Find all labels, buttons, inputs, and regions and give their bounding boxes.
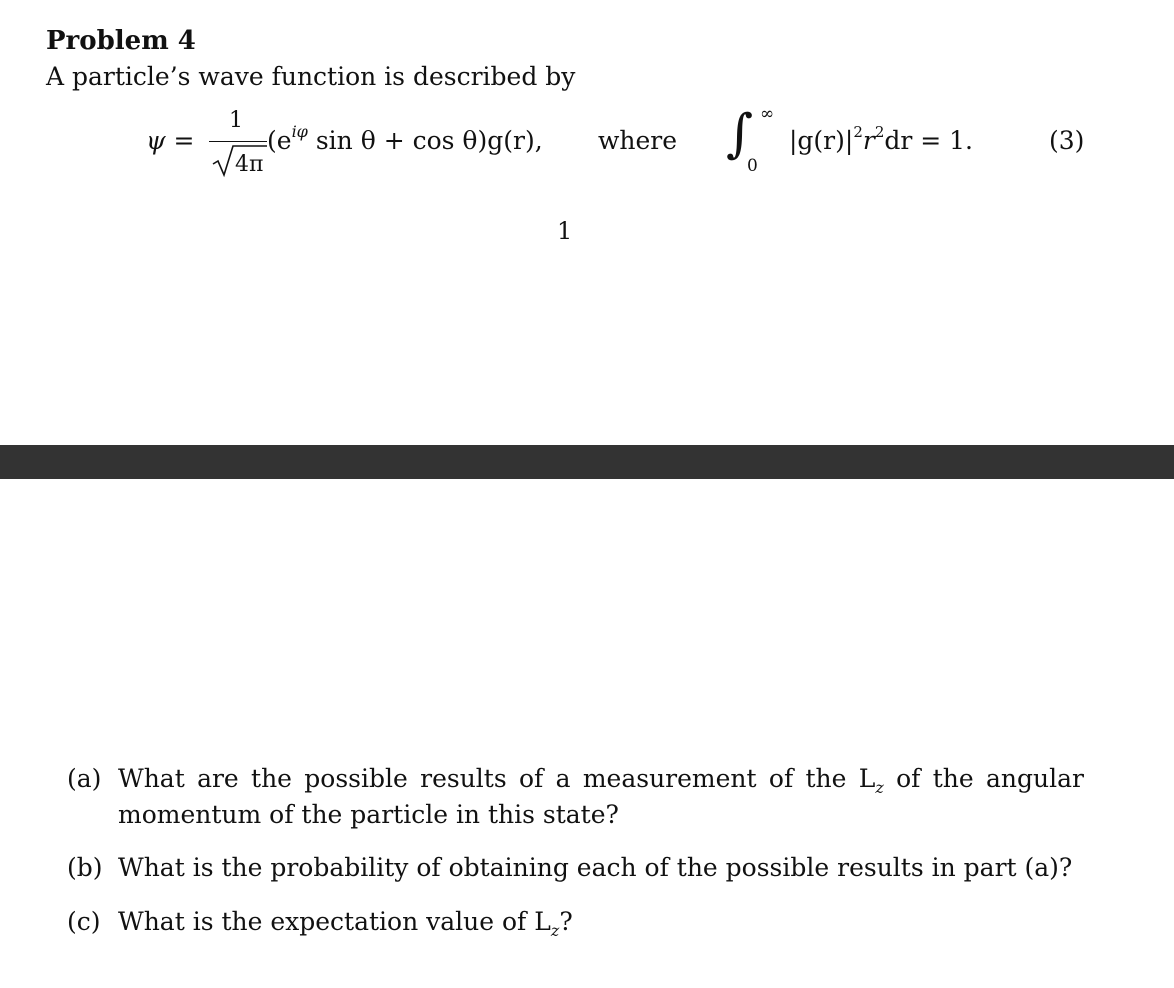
integrand-end: dr = 1.: [884, 126, 974, 155]
part-a-line1-text: What are the possible results of a measurement of the L: [118, 764, 876, 793]
equation-number: (3): [1049, 126, 1085, 155]
fraction-numerator: 1: [229, 108, 243, 133]
part-a-subscript: z: [875, 778, 884, 797]
integral-sign: ∫: [726, 104, 754, 164]
page-bottom: [0, 479, 1174, 988]
fraction-denominator: [211, 144, 267, 178]
sqrt-radicand: 4π: [235, 152, 264, 177]
fraction-bar: [209, 141, 267, 142]
part-c-text-main: What is the expectation value of L: [118, 907, 551, 936]
page-top: [0, 0, 1174, 445]
expr-rest: sin θ + cos θ)g(r),: [307, 126, 543, 155]
page-separator: [0, 445, 1174, 479]
part-b-text: What is the probability of obtaining each of the possible results in part (a)?: [118, 853, 1073, 882]
exponent: iφ: [291, 122, 308, 141]
part-a-line1: [118, 761, 1084, 800]
integral-upper-limit: ∞: [760, 104, 775, 124]
integral-lower-limit: 0: [747, 156, 758, 176]
psi-symbol: ψ =: [146, 126, 195, 155]
part-b-label: (b): [67, 853, 103, 882]
psi-expression: [267, 122, 543, 155]
expr-open: (e: [267, 126, 292, 155]
integrand-square-2: 2: [874, 123, 885, 141]
fraction: [207, 108, 267, 184]
integrand-r: r: [862, 126, 875, 155]
part-c-label: (c): [67, 907, 101, 936]
where-word: where: [598, 126, 678, 155]
part-a-line1-end: of the angular: [883, 764, 1084, 793]
part-c-text: [118, 904, 1084, 943]
part-a-label: (a): [67, 764, 102, 793]
part-a-line2: momentum of the particle in this state?: [118, 800, 619, 829]
problem-intro: A particle’s wave function is described by: [46, 62, 576, 91]
part-c-subscript: z: [550, 921, 560, 940]
integrand-square-1: 2: [853, 123, 863, 141]
part-c-text-end: ?: [559, 907, 573, 936]
wave-function-equation: [0, 104, 1174, 188]
integrand: [789, 123, 974, 155]
problem-heading: Problem 4: [46, 26, 196, 56]
page-number: 1: [557, 217, 573, 245]
integrand-abs: |g(r)|: [789, 126, 854, 155]
